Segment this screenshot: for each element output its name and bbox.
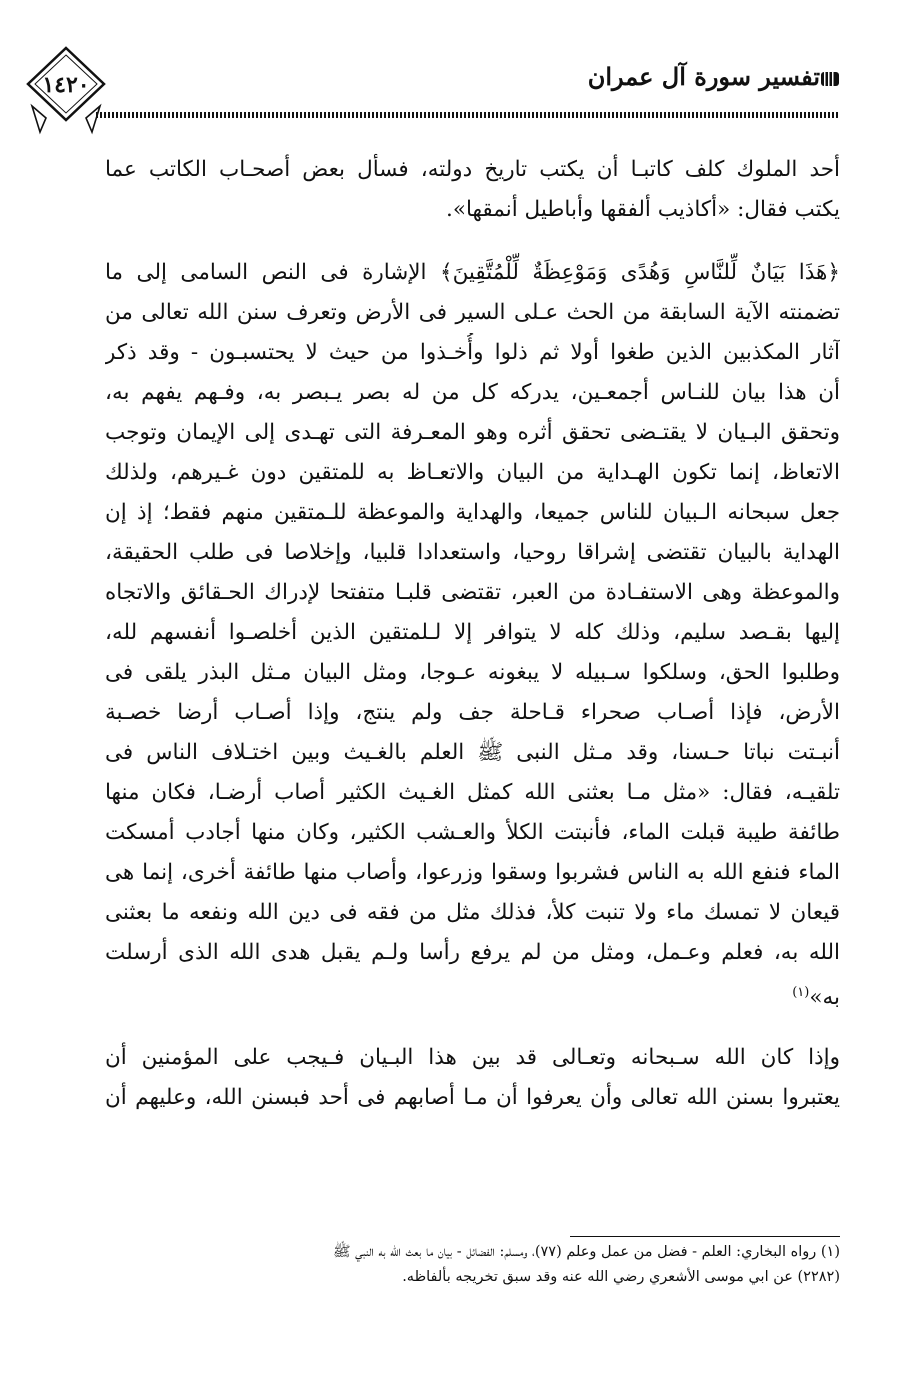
- text-line: تلقيـه، فقال: «مثل مـا بعثنى الله كمثل الغـيث الكثير أصاب أرضـا، فكان منها: [105, 780, 840, 805]
- text-line: يعتبروا بسنن الله تعالى وأن يعرفوا أن مـا أصابهم فى أحد فبسنن الله، وعليهم أن: [105, 1085, 840, 1110]
- text-line: الاتعاظ، إنما تكون الهـداية من البيان والاتعـاظ به للمتقين دون غـيرهم، ولذلك: [105, 460, 840, 485]
- footnote-marker[interactable]: (١): [792, 985, 810, 1000]
- text-line: الهداية بالبيان تقتضى إشراقا روحيا، واستعدادا قلبيا، وإخلاصا فى طلب الحقيقة،: [105, 540, 840, 565]
- text-line: إليها بقـصد سليم، وذلك كله لا يتوافر إلا لـلمتقين الذين أخلصـوا أنفسهم لله،: [105, 620, 840, 645]
- footnote-line: (١) رواه البخاري: العلم - فضل من عمل وعلم (٧٧)، ومسلم: الفضائل - بيان ما بعث الله به النبي ﷺ: [333, 1244, 840, 1260]
- text-line: وإذا كان الله سـبحانه وتعـالى قد بين هذا البـيان فـيجب على المؤمنين أن: [105, 1045, 840, 1070]
- running-header: [96, 60, 840, 120]
- text-line-end: به»: [809, 985, 840, 1011]
- text-line: الأرض، فإذا أصـاب صحراء قـاحلة جف ولم ينتج، وإذا أصـاب أرضا خصـبة: [105, 700, 840, 725]
- text-line: الماء فنفع الله به الناس فشربوا وسقوا وزرعوا، وأصاب منها طائفة أخرى، إنما هى: [105, 860, 840, 885]
- header-title: تفسير سورة آل عمران: [587, 62, 820, 91]
- text-line: والموعظة وهى الاستفـادة من العبر، تقتضى قلبـا متفتحا لإدراك الحـقائق والاتجاه: [105, 580, 840, 605]
- quran-verse-line: ﴿هَذَا بَيَانٌ لِّلنَّاسِ وَهُدًى وَمَوْعِظَةٌ لِّلْمُتَّقِينَ﴾ الإشارة فى النص السامى إلى ما: [105, 260, 840, 285]
- header-rule: [96, 112, 840, 118]
- text-line: جعل سبحانه الـبيان للناس جميعا، والهداية والموعظة للـمتقين منهم فقط؛ إذ إن: [105, 500, 840, 525]
- page-number: ١٤٢٠: [42, 72, 90, 98]
- page-number-badge: [24, 44, 108, 136]
- text-line: آثار المكذبين الذين طغوا أولا ثم ذلوا وأُخـذوا من حيث لا يحتسبـون - وقد ذكر: [105, 340, 840, 365]
- text-line: أنبـتت نباتا حـسنا، وقد مـثل النبى ﷺ العلم بالغـيث وبين اختـلاف الناس فى: [105, 740, 840, 765]
- text-line-last: [105, 973, 840, 1013]
- text-line: أن هذا بيان للنـاس أجمعـين، يدركه كل من له بصر يـبصر به، وفـهم يفهم به،: [105, 380, 840, 405]
- text-line: الله به، فعلم وعـمل، ومثل من لم يرفع رأسا ولـم يقبل هدى الله الذى أرسلت: [105, 940, 840, 965]
- text-line: تضمنته الآية السابقة من الحث عـلى السير فى الأرض وتعرف سنن الله تعالى من: [105, 300, 840, 325]
- footnote-line: (٢٢٨٢) عن ابي موسى الأشعري رضي الله عنه وقد سبق تخريجه بألفاظه.: [402, 1269, 840, 1285]
- header-ornament-icon: [820, 70, 840, 88]
- text-line: يكتب فقال: «أكاذيب ألفقها وأباطيل أنمقها».: [445, 197, 840, 222]
- text-line: وطلبوا الحق، وسلكوا سـبيله لا يبغونه عـوجا، ومثل البيان مـثل البذر يلقى فى: [105, 660, 840, 685]
- text-line: أحد الملوك كلف كاتبـا أن يكتب تاريخ دولته، فسأل بعض أصحـاب الكاتب عما: [105, 157, 840, 182]
- footnote-rule: [570, 1236, 840, 1237]
- text-line: طائفة طيبة قبلت الماء، فأنبتت الكلأ والعـشب الكثير، وكان منها أجادب أمسكت: [105, 820, 840, 845]
- text-line: وتحقق البـيان لا يقتـضى تحقق أثره وهو المعـرفة التى تهـدى إلى الإيمان وتوجب: [105, 420, 840, 445]
- text-line: قيعان لا تمسك ماء ولا تنبت كلأ، فذلك مثل من فقه فى دين الله ونفعه ما بعثنى: [105, 900, 840, 925]
